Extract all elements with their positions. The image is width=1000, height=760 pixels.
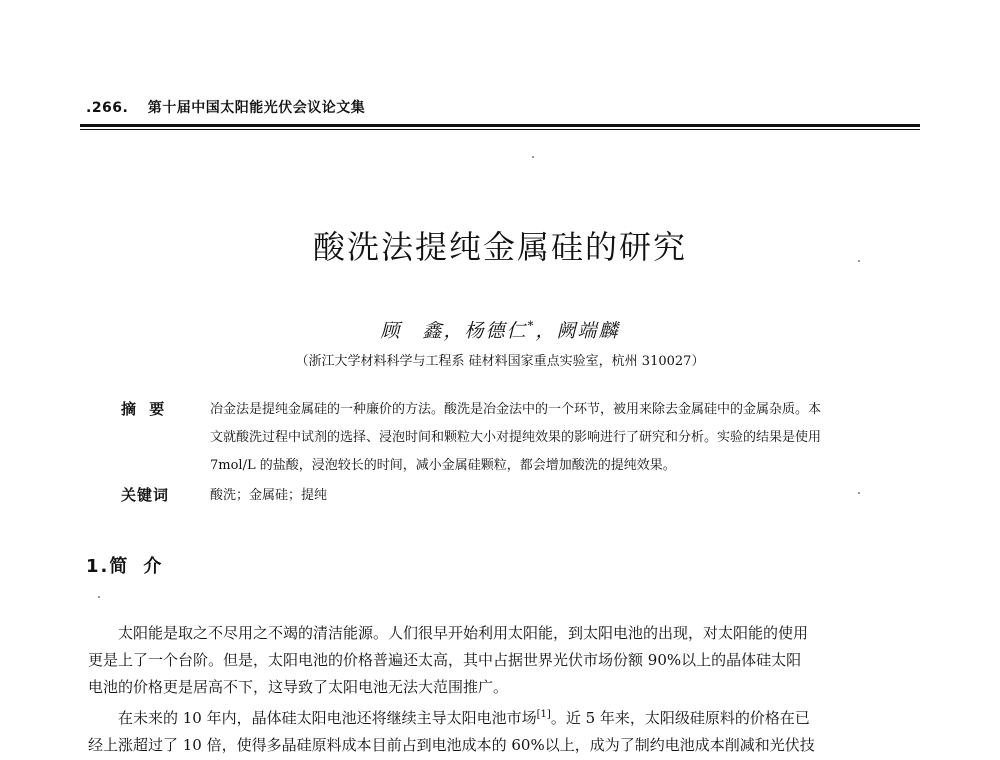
paragraph-line: 经上涨超过了 10 倍，使得多晶硅原料成本目前占到电池成本的 60%以上，成为了制约电池成本削减和光伏技 [88, 736, 815, 754]
abstract-label: 摘 要 [121, 400, 169, 418]
text-run: 。近 5 年来，太阳级硅原料的价格在已 [550, 709, 810, 727]
paragraph-line: 电池的价格更是居高不下，这导致了太阳电池无法大范围推广。 [88, 678, 509, 696]
affiliation: （浙江大学材料科学与工程系 硅材料国家重点实验室，杭州 310027） [295, 354, 705, 369]
abstract-line: 7mol/L 的盐酸，浸泡较长的时间，减小金属硅颗粒，都会增加酸洗的提纯效果。 [210, 458, 676, 473]
section-number: 1.简 [86, 556, 130, 577]
keywords-text: 酸洗；金属硅；提纯 [210, 488, 328, 503]
paper-title: 酸洗法提纯金属硅的研究 [312, 228, 687, 266]
corresponding-mark: * [527, 318, 536, 333]
keywords-label: 关键词 [121, 486, 170, 504]
paragraph-line: 更是上了一个台阶。但是，太阳电池的价格普遍还太高，其中占据世界光伏市场份额 90%以上的晶体硅太阳 [88, 651, 802, 669]
scan-speck [98, 596, 100, 598]
abstract-line: 文就酸洗过程中试剂的选择、浸泡时间和颗粒大小对提纯效果的影响进行了研究和分析。实验的结果是使用 [210, 430, 822, 445]
section-heading [86, 552, 163, 578]
body-text [88, 620, 924, 759]
authors-before: 顾 鑫，杨德仁 [380, 320, 528, 342]
abstract-text [210, 396, 922, 480]
scan-speck [858, 492, 860, 494]
header-rule-thin [80, 129, 920, 130]
journal-title: 第十届中国太阳能光伏会议论文集 [147, 100, 366, 116]
authors-after: ，阙端麟 [535, 320, 620, 342]
citation-ref: [1] [536, 709, 551, 720]
running-header [86, 97, 365, 117]
page-number: .266. [86, 100, 129, 116]
section-title: 介 [143, 556, 164, 577]
abstract-line: 冶金法是提纯金属硅的一种廉价的方法。酸洗是冶金法中的一个环节，被用来除去金属硅中的金属杂质。本 [210, 402, 822, 417]
scan-speck [532, 156, 534, 158]
paragraph-line: 太阳能是取之不尽用之不竭的清洁能源。人们很早开始利用太阳能，到太阳电池的出现，对太阳能的使用 [118, 624, 809, 642]
author-list [0, 316, 1000, 343]
scan-speck [858, 260, 860, 262]
paragraph-line [88, 701, 924, 732]
text-run: 在未来的 10 年内，晶体硅太阳电池还将继续主导太阳电池市场 [118, 709, 537, 727]
header-rule-thick [80, 124, 920, 127]
